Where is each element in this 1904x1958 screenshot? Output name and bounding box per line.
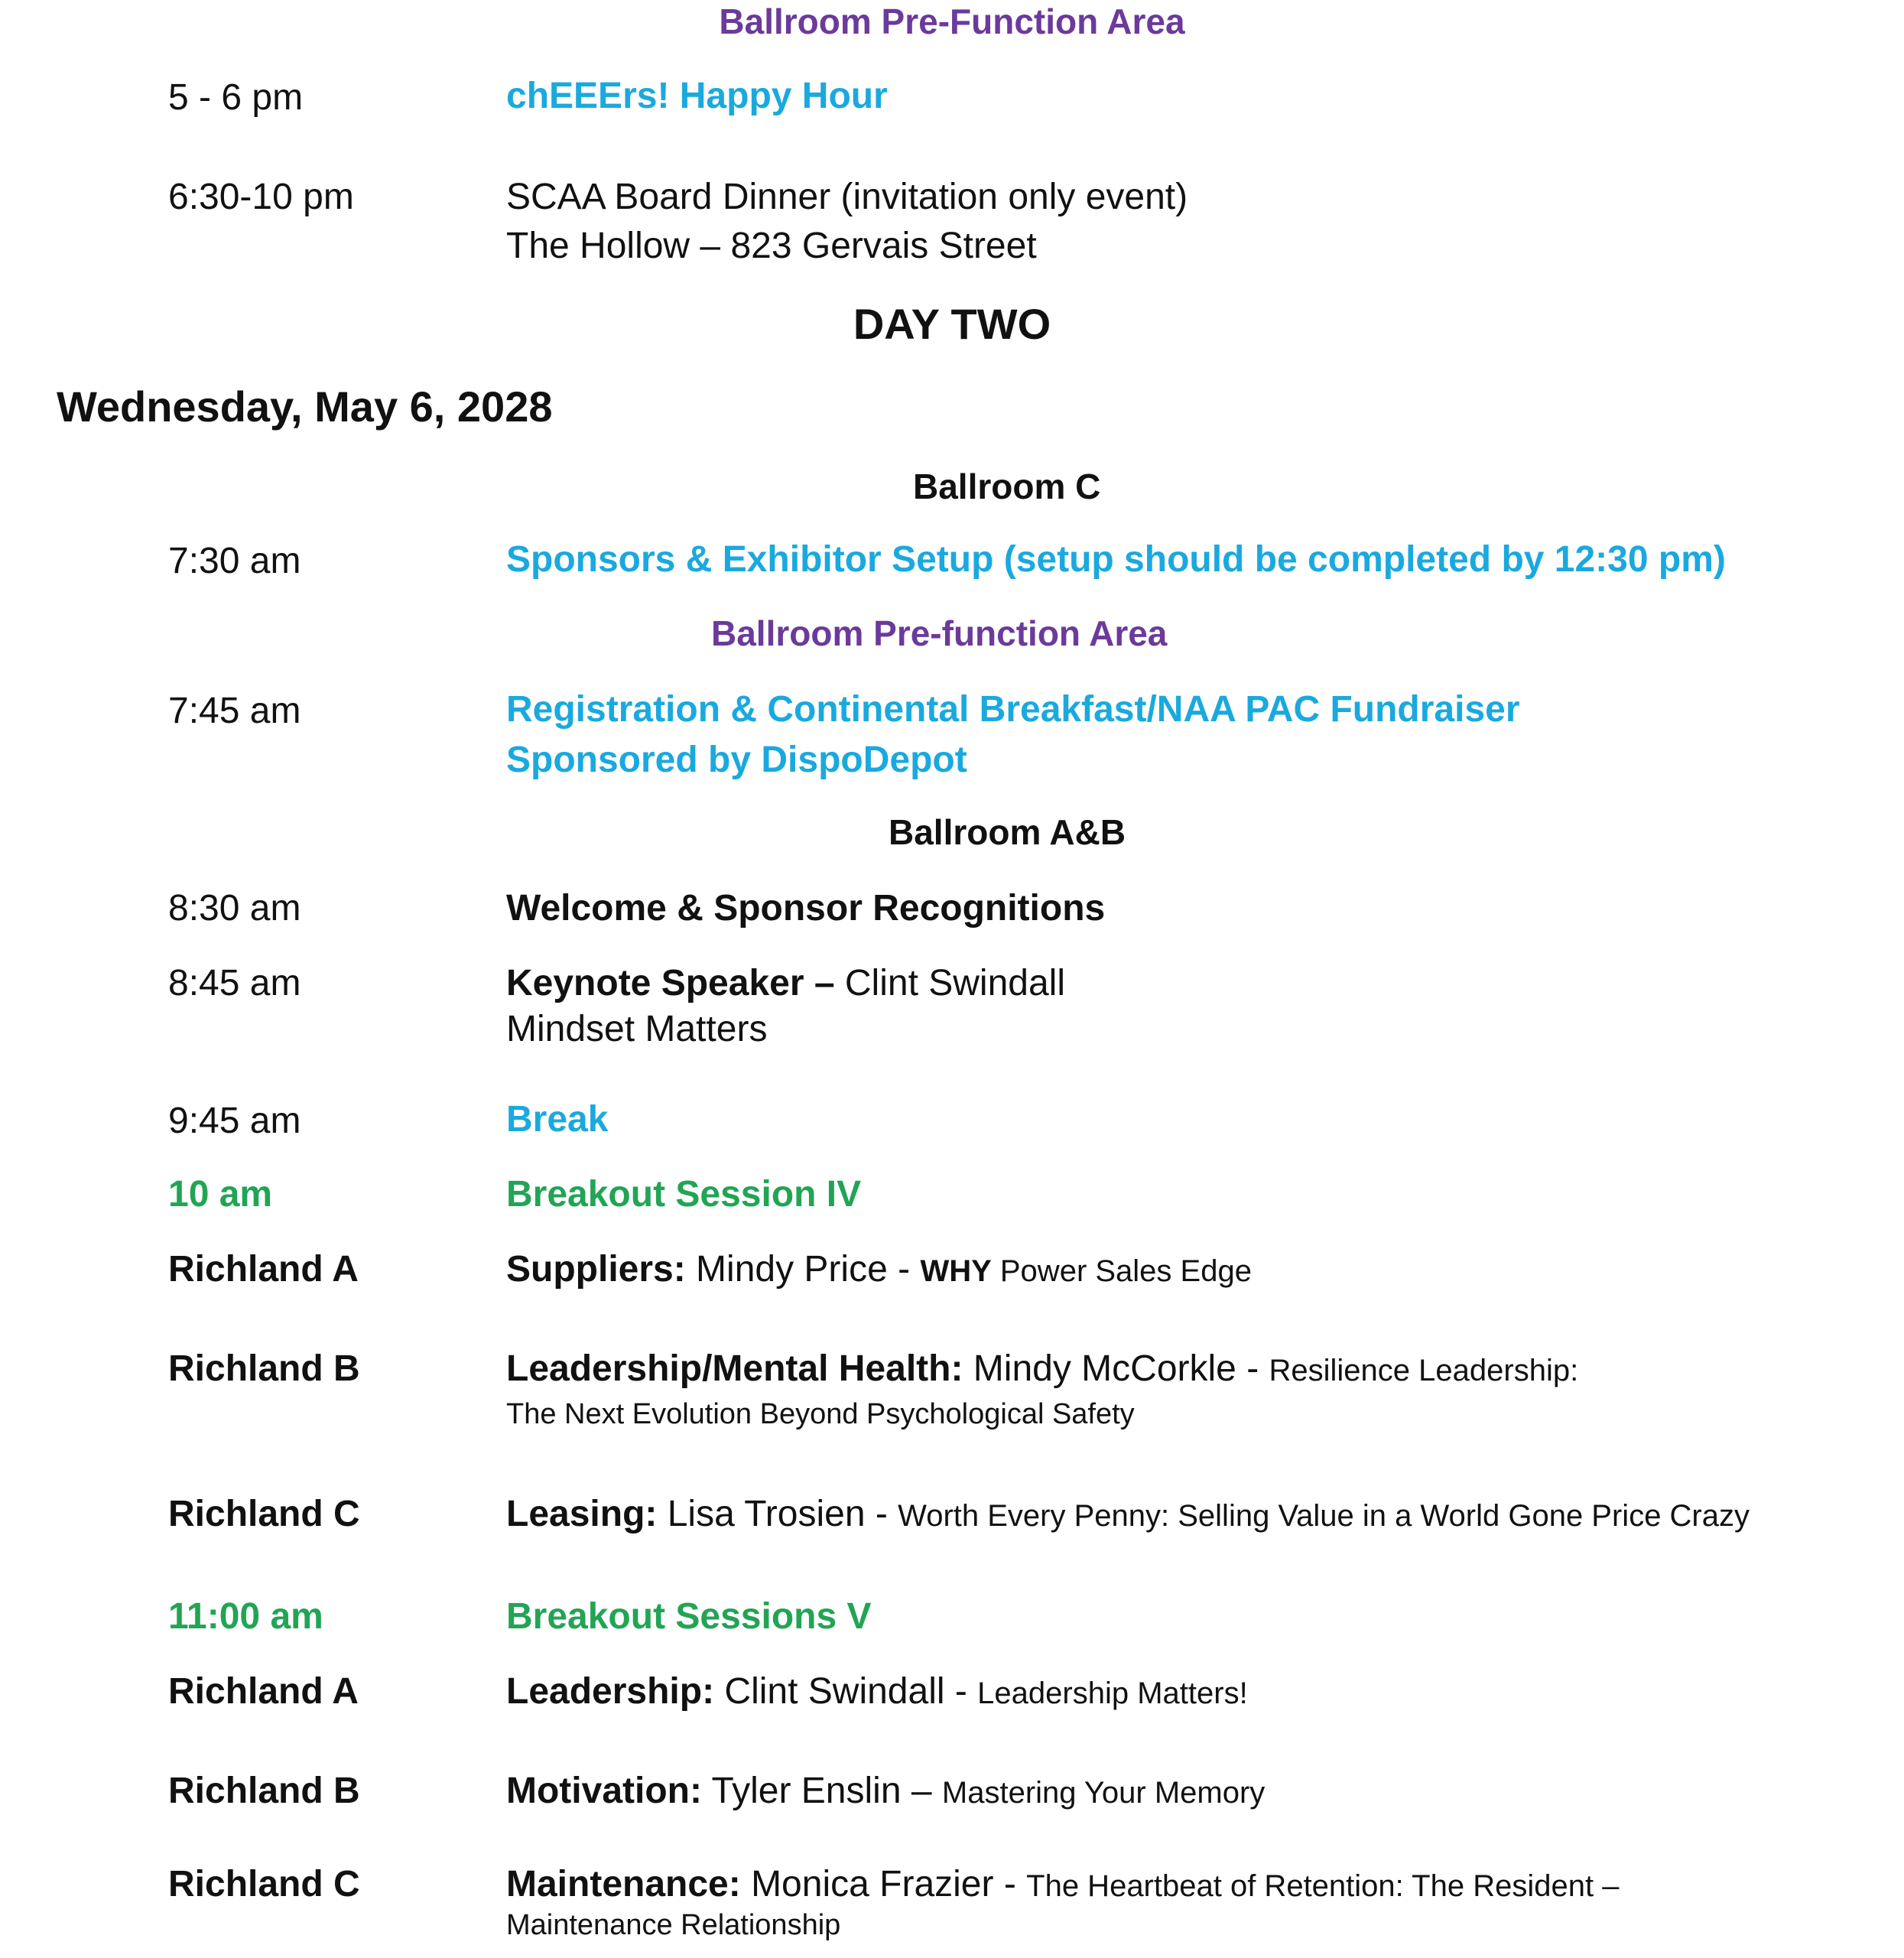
session-speaker: Mindy McCorkle -	[963, 1348, 1269, 1389]
event-time: 5 - 6 pm	[168, 77, 304, 118]
session-title	[506, 1348, 1578, 1390]
event-title: Breakout Session IV	[506, 1174, 862, 1215]
session-track: Leadership/Mental Health:	[506, 1348, 963, 1389]
day-heading: DAY TWO	[853, 300, 1051, 348]
venue-heading: Ballroom Pre-Function Area	[719, 2, 1185, 41]
venue-heading: Ballroom A&B	[889, 812, 1126, 852]
event-time: 11:00 am	[168, 1596, 323, 1637]
venue-heading: Ballroom C	[913, 467, 1101, 506]
event-time: 8:30 am	[168, 888, 301, 929]
date-heading: Wednesday, May 6, 2028	[57, 382, 553, 431]
session-room: Richland C	[168, 1864, 360, 1904]
session-topic: Resilience Leadership:	[1269, 1354, 1579, 1387]
event-time: 7:30 am	[168, 541, 301, 581]
session-emphasis: WHY	[920, 1254, 992, 1288]
event-title	[506, 962, 1065, 1004]
event-title: Welcome & Sponsor Recognitions	[506, 888, 1106, 929]
event-speaker: Clint Swindall	[834, 963, 1065, 1003]
session-title	[506, 1248, 1252, 1290]
venue-heading: Ballroom Pre-function Area	[711, 613, 1168, 653]
event-title: chEEErs! Happy Hour	[506, 76, 888, 116]
session-speaker: Clint Swindall -	[714, 1671, 978, 1712]
event-title: SCAA Board Dinner (invitation only event)	[506, 177, 1188, 217]
session-track: Suppliers:	[506, 1249, 686, 1290]
session-track: Motivation:	[506, 1771, 702, 1811]
event-time: 7:45 am	[168, 691, 301, 731]
event-title: Registration & Continental Breakfast/NAA PAC Fundraiser	[506, 689, 1520, 730]
session-topic: Worth Every Penny: Selling Value in a World Gone Price Crazy	[898, 1499, 1750, 1533]
event-time: 6:30-10 pm	[168, 177, 354, 217]
session-title	[506, 1770, 1265, 1812]
session-room: Richland A	[168, 1249, 359, 1290]
event-time: 10 am	[168, 1174, 273, 1215]
session-room: Richland B	[168, 1771, 360, 1811]
session-speaker: Monica Frazier -	[740, 1864, 1027, 1904]
session-title	[506, 1863, 1619, 1905]
session-room: Richland A	[168, 1671, 359, 1712]
event-location: The Hollow – 823 Gervais Street	[506, 226, 1037, 266]
session-topic-cont: The Next Evolution Beyond Psychological Safety	[506, 1398, 1135, 1430]
session-track: Leadership:	[506, 1671, 715, 1712]
session-speaker: Mindy Price -	[685, 1249, 921, 1290]
session-speaker: Tyler Enslin –	[701, 1771, 942, 1811]
session-room: Richland B	[168, 1348, 360, 1389]
event-subtitle: Mindset Matters	[506, 1009, 768, 1049]
event-title: Breakout Sessions V	[506, 1596, 872, 1637]
session-track: Leasing:	[506, 1494, 658, 1534]
session-topic: Mastering Your Memory	[941, 1776, 1266, 1810]
session-room: Richland C	[168, 1494, 360, 1534]
event-title: Break	[506, 1099, 609, 1140]
session-topic: Leadership Matters!	[977, 1677, 1248, 1710]
event-title: Sponsors & Exhibitor Setup (setup should be completed by 12:30 pm)	[506, 539, 1726, 580]
session-title	[506, 1493, 1750, 1535]
event-label: Keynote Speaker –	[506, 963, 835, 1003]
event-sponsor: Sponsored by DispoDepot	[506, 740, 967, 780]
session-track: Maintenance:	[506, 1864, 741, 1904]
session-topic: The Heartbeat of Retention: The Resident –	[1026, 1869, 1620, 1903]
event-time: 9:45 am	[168, 1101, 301, 1141]
session-speaker: Lisa Trosien -	[657, 1494, 898, 1534]
session-title	[506, 1670, 1248, 1712]
session-topic: Power Sales Edge	[991, 1254, 1252, 1288]
event-time: 8:45 am	[168, 963, 301, 1003]
session-topic-cont: Maintenance Relationship	[506, 1909, 841, 1941]
